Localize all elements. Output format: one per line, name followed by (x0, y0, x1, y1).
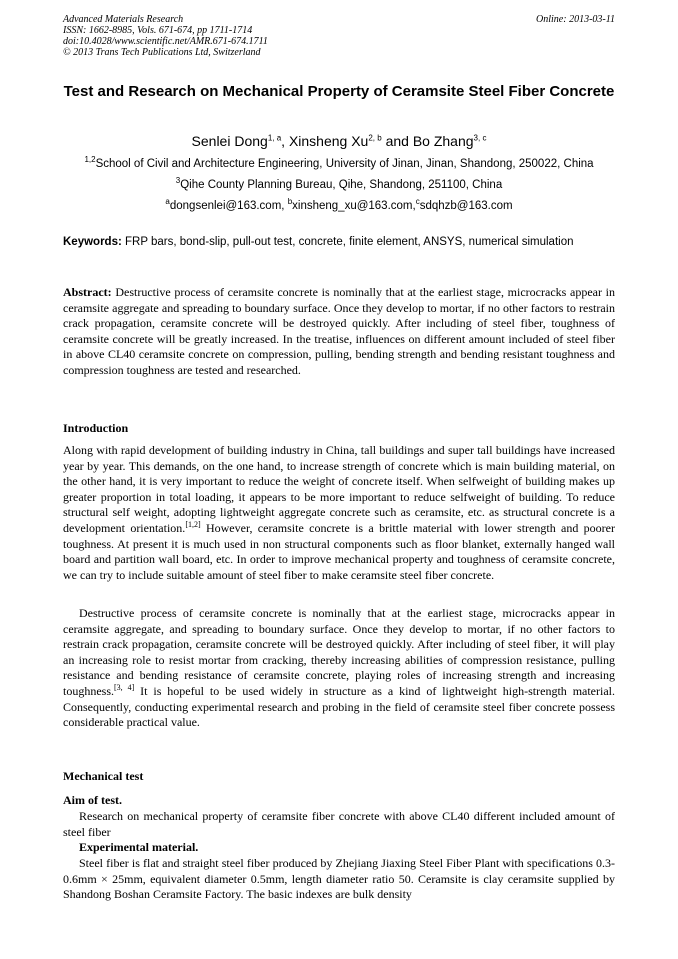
author-name: Senlei Dong (191, 133, 268, 149)
author-separator: and (381, 133, 413, 149)
affiliation-text: School of Civil and Architecture Engineering, University of Jinan, Jinan, Shandong, 250022, China (95, 158, 594, 170)
paragraph-text: However, ceramsite concrete is a brittle material with lower strength and poorer toughness. At present it is much used in non structural components such as floor blanket, externally hanged wall board and partition wall board, etc. In order to improve mechanical property and toughness of ceramsite concrete, we can try to include suitable amount of steel fiber to make ceramsite steel fiber concrete. (63, 520, 616, 582)
paragraph-text: It is hopeful to be used widely in structure as a kind of lightweight high-strength material. Consequently, conducting experimental research and probing in the field of ceramsite steel fiber concrete possess considerable practical value. (63, 683, 616, 730)
citation-ref: [3, 4] (114, 682, 135, 692)
email-superscript: c (415, 197, 420, 207)
affiliation-1 (63, 157, 615, 171)
author-superscript: 1, a (267, 133, 282, 143)
author-superscript: 3, c (473, 133, 487, 143)
experimental-material-text: Steel fiber is flat and straight steel fiber produced by Zhejiang Jiaxing Steel Fiber Plant with specifications 0.3-0.6mm × 25mm, equivalent diameter 0.5mm, length diameter ratio 50. Ceramsite is clay ceramsite supplied by Shandong Boshan Ceramsite Factory. The basic indexes are bulk density (63, 856, 615, 902)
issn-line: ISSN: 1662-8985, Vols. 671-674, pp 1711-1714 (63, 25, 253, 36)
copyright-line: © 2013 Trans Tech Publications Ltd, Switzerland (63, 47, 261, 58)
author-list (63, 132, 615, 150)
keywords-block (63, 235, 615, 250)
aim-of-test-heading: Aim of test. (63, 793, 122, 807)
abstract-block (63, 285, 615, 379)
keywords-label: Keywords: (63, 236, 122, 248)
online-date: Online: 2013-03-11 (536, 14, 615, 25)
paper-title: Test and Research on Mechanical Property of Ceramsite Steel Fiber Concrete (63, 83, 615, 100)
affiliation-superscript: 1,2 (84, 155, 96, 165)
author-name: Bo Zhang (412, 133, 474, 149)
affiliation-2 (63, 178, 615, 192)
author-name: Xinsheng Xu (288, 133, 369, 149)
citation-ref: [1,2] (185, 519, 201, 529)
affiliation-text: Qihe County Planning Bureau, Qihe, Shandong, 251100, China (180, 179, 503, 191)
email-address: xinsheng_xu@163.com, (292, 200, 416, 212)
mechanical-test-heading: Mechanical test (63, 769, 144, 783)
journal-name: Advanced Materials Research (63, 14, 184, 25)
email-line (63, 199, 615, 213)
affiliation-superscript: 3 (175, 176, 181, 186)
journal-header (63, 14, 615, 58)
abstract-label: Abstract: (63, 285, 112, 299)
aim-of-test-text: Research on mechanical property of ceramsite fiber concrete with above CL40 different included amount of steel fiber (63, 809, 615, 839)
introduction-heading: Introduction (63, 421, 129, 435)
author-superscript: 2, b (368, 133, 382, 143)
keywords-text: FRP bars, bond-slip, pull-out test, concrete, finite element, ANSYS, numerical simulation (121, 236, 574, 248)
email-address: dongsenlei@163.com, (169, 200, 288, 212)
doi-line: doi:10.4028/www.scientific.net/AMR.671-674.1711 (63, 36, 268, 47)
email-superscript: b (287, 197, 293, 207)
introduction-paragraph-1 (63, 443, 615, 583)
experimental-material-heading: Experimental material. (79, 840, 199, 854)
email-address: sdqhzb@163.com (419, 200, 513, 212)
paragraph-text: Along with rapid development of building industry in China, tall buildings and super tall buildings have increased year by year. This demands, on the one hand, to increase strength of concrete which is main building material, on the other hand, it is very important to reduce the weight of concrete itself. When selfweight of building makes up greater proportion in total loading, it appears to be more important to reduce selfweight of building. To reduce structural self weight, adopting lightweight aggregate concrete such as ceramsite, etc. as structural concrete is a development orientation. (63, 443, 615, 535)
abstract-text: Destructive process of ceramsite concrete is nominally that at the earliest stage, microcracks appear in ceramsite aggregate and spreading to boundary surface. Once they develop to mortar, if no other factors to restrain crack propagation, ceramsite concrete will be destroyed quickly. After including of steel fiber, toughness of ceramsite concrete will be greatly increased. In the treatise, influences on different amount included of steel fiber in above CL40 ceramsite concrete on compression, pulling, bending strength and bending resistant toughness and compression toughness are tested and researched. (63, 285, 615, 377)
paragraph-text: Destructive process of ceramsite concrete is nominally that at the earliest stage, microcracks appear in ceramsite aggregate, and spreading to boundary surface. Once they develop to mortar, if no other factors to restrain crack propagation, ceramsite concrete will be destroyed quickly. After including of steel fiber, it will play an increasing role to resist mortar from cracking, thereby increasing abilities of compression resistance, pulling resistance and bending resistance of ceramsite concrete, playing roles of increasing strength and increasing toughness. (63, 606, 615, 698)
email-superscript: a (165, 197, 170, 207)
author-separator: , (281, 133, 289, 149)
introduction-paragraph-2 (63, 606, 615, 731)
